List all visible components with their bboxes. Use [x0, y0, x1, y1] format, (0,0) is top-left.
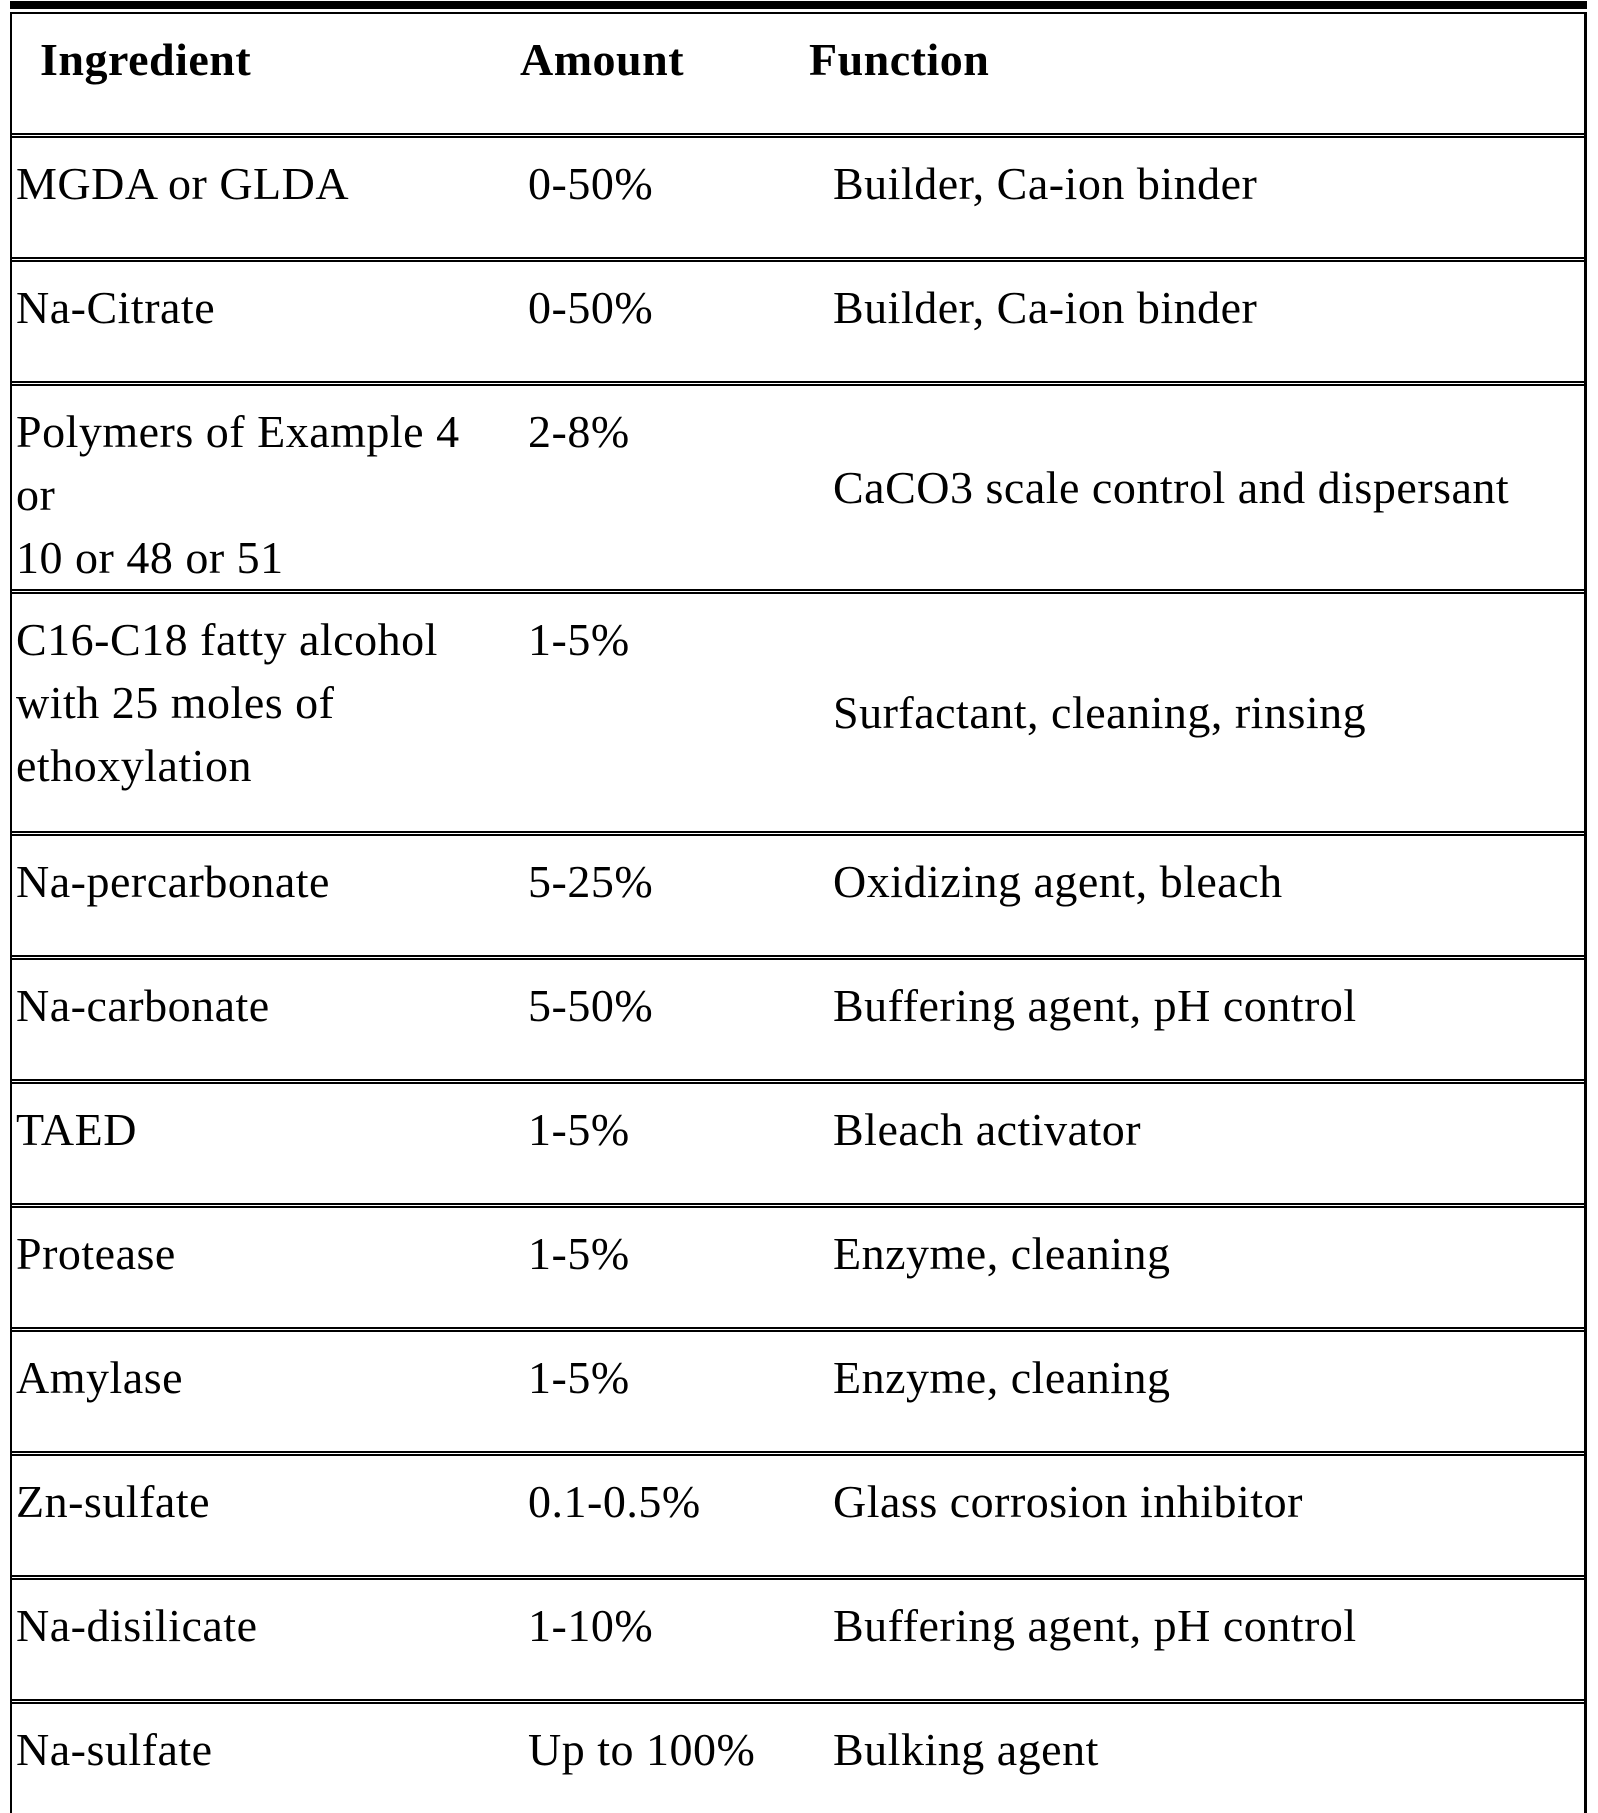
amount-cell: 1-5%	[512, 1327, 807, 1451]
ingredient-cell: Na-sulfate	[12, 1699, 512, 1813]
amount-cell: 1-5%	[512, 1203, 807, 1327]
function-cell: Surfactant, cleaning, rinsing	[807, 589, 1584, 831]
amount-cell: 0-50%	[512, 133, 807, 257]
ingredient-cell: MGDA or GLDA	[12, 133, 512, 257]
amount-cell: 0-50%	[512, 257, 807, 381]
function-cell: Builder, Ca-ion binder	[807, 257, 1584, 381]
amount-cell: Up to 100%	[512, 1699, 807, 1813]
function-cell: Oxidizing agent, bleach	[807, 831, 1584, 955]
ingredient-cell: Protease	[12, 1203, 512, 1327]
table-row-zn-sulfate	[12, 1451, 1584, 1575]
amount-cell: 5-25%	[512, 831, 807, 955]
table-row-polymers	[12, 381, 1584, 589]
table-row-na-percarbonate	[12, 831, 1584, 955]
ingredient-cell: Zn-sulfate	[12, 1451, 512, 1575]
table-row-taed	[12, 1079, 1584, 1203]
function-cell: Glass corrosion inhibitor	[807, 1451, 1584, 1575]
table-row-mgda-or-glda	[12, 133, 1584, 257]
ingredient-cell: Na-disilicate	[12, 1575, 512, 1699]
table-row-amylase	[12, 1327, 1584, 1451]
function-cell: Bulking agent	[807, 1699, 1584, 1813]
ingredient-cell: Na-carbonate	[12, 955, 512, 1079]
table-row-na-citrate	[12, 257, 1584, 381]
function-cell: Builder, Ca-ion binder	[807, 133, 1584, 257]
column-header-ingredient: Ingredient	[40, 34, 252, 85]
amount-cell: 2-8%	[512, 381, 807, 589]
amount-cell: 5-50%	[512, 955, 807, 1079]
amount-cell: 0.1-0.5%	[512, 1451, 807, 1575]
ingredient-cell: Na-Citrate	[12, 257, 512, 381]
function-cell: Buffering agent, pH control	[807, 1575, 1584, 1699]
table-row-na-carbonate	[12, 955, 1584, 1079]
table-header-row	[12, 14, 1584, 133]
amount-cell: 1-10%	[512, 1575, 807, 1699]
table-row-na-disilicate	[12, 1575, 1584, 1699]
ingredient-table	[10, 12, 1587, 1813]
table-row-protease	[12, 1203, 1584, 1327]
column-header-amount: Amount	[520, 34, 685, 85]
ingredient-cell: C16-C18 fatty alcohol with 25 moles of ethoxylation	[12, 589, 512, 831]
function-cell: CaCO3 scale control and dispersant	[807, 381, 1584, 589]
ingredient-cell: Amylase	[12, 1327, 512, 1451]
ingredient-cell: Na-percarbonate	[12, 831, 512, 955]
table-row-fatty-alcohol	[12, 589, 1584, 831]
ingredient-cell: TAED	[12, 1079, 512, 1203]
ingredient-cell: Polymers of Example 4 or 10 or 48 or 51	[12, 381, 512, 589]
amount-cell: 1-5%	[512, 1079, 807, 1203]
function-cell: Bleach activator	[807, 1079, 1584, 1203]
ingredient-table-wrap	[10, 1, 1587, 1813]
function-cell: Enzyme, cleaning	[807, 1327, 1584, 1451]
table-row-na-sulfate	[12, 1699, 1584, 1813]
function-cell: Buffering agent, pH control	[807, 955, 1584, 1079]
column-header-function: Function	[809, 34, 990, 85]
amount-cell: 1-5%	[512, 589, 807, 831]
function-cell: Enzyme, cleaning	[807, 1203, 1584, 1327]
